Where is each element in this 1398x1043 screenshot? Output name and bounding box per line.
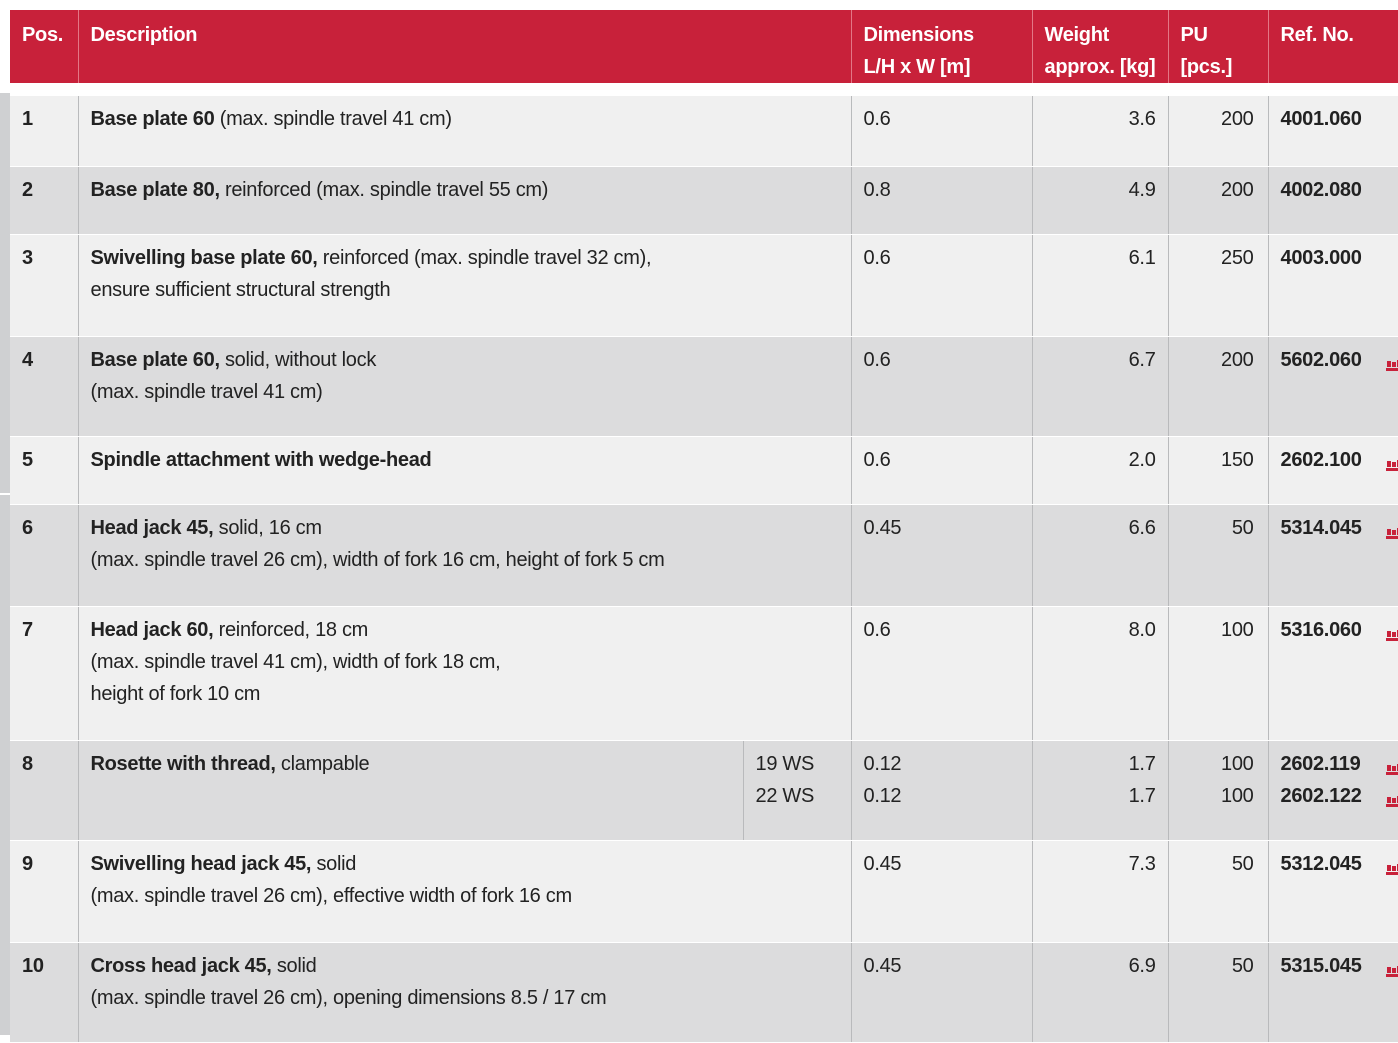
table-row (10, 96, 1398, 166)
pos-cell: 3 (10, 234, 78, 336)
description-line (91, 376, 839, 408)
item-name: Cross head jack 45, (90, 954, 272, 977)
weight-value: 1.7 (1128, 752, 1156, 775)
ref-cell (1268, 166, 1398, 234)
pos-cell: 7 (10, 606, 78, 740)
ref-number: 5602.060 (1280, 348, 1362, 371)
pallet-icon (1386, 620, 1398, 632)
pu-cell (1168, 740, 1268, 840)
dimension-cell: 0.8 (851, 166, 1032, 234)
description-line (91, 344, 839, 376)
item-name: Base plate 60, (90, 348, 220, 371)
pu-cell: 50 (1168, 504, 1268, 606)
description-cell (78, 740, 743, 840)
table-row (10, 436, 1398, 504)
pu-cell: 200 (1168, 96, 1268, 166)
ref-cell (1268, 96, 1398, 166)
weight-cell: 6.9 (1032, 942, 1168, 1042)
item-detail: height of fork 10 cm (90, 682, 261, 705)
ref-line (1281, 780, 1387, 812)
pos-cell: 8 (10, 740, 78, 840)
ref-number: 5314.045 (1280, 516, 1362, 539)
description-cell (78, 504, 851, 606)
pos-cell: 6 (10, 504, 78, 606)
item-detail: (max. spindle travel 26 cm), effective width of fork 16 cm (90, 884, 572, 907)
ref-number: 2602.119 (1280, 752, 1361, 775)
header-ref: Ref. No. (1268, 10, 1398, 83)
item-name: Rosette with thread, (90, 752, 276, 775)
pu-cell: 250 (1168, 234, 1268, 336)
header-weight-line1: Weight (1044, 24, 1110, 46)
description-line (91, 274, 839, 306)
table-row (10, 942, 1398, 1042)
description-line (91, 678, 839, 710)
ref-number: 5316.060 (1280, 618, 1362, 641)
header-dimensions-line1: Dimensions (863, 24, 974, 46)
description-cell (78, 840, 851, 942)
dimension-cell: 0.45 (851, 504, 1032, 606)
header-dimensions (851, 10, 1032, 83)
pu-cell: 200 (1168, 166, 1268, 234)
description-cell (78, 234, 851, 336)
header-dimensions-line2: L/H x W [m] (863, 56, 971, 78)
weight-cell: 4.9 (1032, 166, 1168, 234)
pu-cell: 100 (1168, 606, 1268, 740)
item-name: Swivelling head jack 45, (90, 852, 312, 875)
pu-cell: 50 (1168, 840, 1268, 942)
variant-cell (743, 740, 851, 840)
ref-cell (1268, 234, 1398, 336)
description-line (91, 848, 839, 880)
pallet-icon (1386, 518, 1398, 530)
description-line (91, 614, 839, 646)
dimension-cell: 0.6 (851, 606, 1032, 740)
pos-cell: 2 (10, 166, 78, 234)
ref-cell (1268, 942, 1398, 1042)
item-detail: (max. spindle travel 41 cm) (90, 380, 323, 403)
item-name: Base plate 80, (90, 178, 220, 201)
item-name: Head jack 60, (90, 618, 214, 641)
description-line (91, 950, 839, 982)
pos-cell: 5 (10, 436, 78, 504)
page-edge (0, 10, 10, 80)
item-detail: (max. spindle travel 26 cm), width of fork 16 cm, height of fork 5 cm (90, 548, 665, 571)
ref-cell (1268, 504, 1398, 606)
ref-number: 4002.080 (1280, 178, 1362, 201)
ref-cell (1268, 436, 1398, 504)
ref-number: 2602.122 (1280, 784, 1362, 807)
description-cell (78, 942, 851, 1042)
dimension-cell: 0.6 (851, 234, 1032, 336)
dimension-cell: 0.45 (851, 840, 1032, 942)
item-detail: reinforced (max. spindle travel 32 cm), (317, 246, 652, 269)
item-detail: solid, 16 cm (213, 516, 322, 539)
item-name: Base plate 60 (90, 108, 215, 130)
description-cell (78, 336, 851, 436)
dimension-cell: 0.6 (851, 96, 1032, 166)
description-line (91, 544, 839, 576)
ref-cell (1268, 840, 1398, 942)
pos-cell: 10 (10, 942, 78, 1042)
pallet-icon (1386, 956, 1398, 968)
header-pos: Pos. (10, 10, 78, 83)
ref-number: 5315.045 (1280, 954, 1362, 977)
pu-value: 100 (1221, 784, 1254, 807)
dimension-cell: 0.6 (851, 436, 1032, 504)
table-row (10, 166, 1398, 234)
item-detail: solid (311, 852, 357, 875)
description-line (91, 880, 839, 912)
weight-cell: 6.7 (1032, 336, 1168, 436)
dimension-value: 0.12 (863, 784, 902, 807)
ref-number: 5312.045 (1280, 852, 1362, 875)
ref-number: 4001.060 (1280, 108, 1362, 130)
item-name: Spindle attachment with wedge-head (90, 448, 432, 471)
pallet-icon (1386, 450, 1398, 462)
ref-number: 4003.000 (1280, 246, 1362, 269)
header-weight (1032, 10, 1168, 83)
description-line (91, 646, 839, 678)
weight-cell: 3.6 (1032, 96, 1168, 166)
header-pu-line1: PU (1180, 24, 1208, 46)
pallet-icon (1386, 754, 1398, 766)
page-edge (0, 93, 10, 493)
pos-cell: 1 (10, 96, 78, 166)
table-header-row (10, 10, 1398, 83)
item-detail: (max. spindle travel 41 cm) (214, 108, 452, 130)
ref-line (1281, 748, 1387, 780)
dimension-cell (851, 740, 1032, 840)
item-detail: solid, without lock (219, 348, 377, 371)
ref-number: 2602.100 (1280, 448, 1362, 471)
dimension-cell: 0.6 (851, 336, 1032, 436)
description-cell (78, 96, 851, 166)
dimension-cell: 0.45 (851, 942, 1032, 1042)
description-cell (78, 166, 851, 234)
item-detail: (max. spindle travel 26 cm), opening dimensions 8.5 / 17 cm (90, 986, 607, 1009)
weight-cell: 7.3 (1032, 840, 1168, 942)
description-line (91, 982, 839, 1014)
description-line (91, 512, 839, 544)
pos-cell: 9 (10, 840, 78, 942)
description-cell (78, 436, 851, 504)
weight-cell: 8.0 (1032, 606, 1168, 740)
table-row (10, 606, 1398, 740)
variant-label: 19 WS (755, 752, 815, 775)
ref-cell (1268, 740, 1398, 840)
header-weight-line2: approx. [kg] (1044, 56, 1156, 78)
item-detail: reinforced, 18 cm (213, 618, 369, 641)
pos-cell: 4 (10, 336, 78, 436)
header-pu-line2: [pcs.] (1180, 56, 1233, 78)
pallet-icon (1386, 350, 1398, 362)
ref-cell (1268, 336, 1398, 436)
description-line (91, 103, 839, 135)
page-edge (0, 495, 10, 1035)
description-cell (78, 606, 851, 740)
item-detail: clampable (275, 752, 370, 775)
pu-cell: 50 (1168, 942, 1268, 1042)
item-detail: ensure sufficient structural strength (90, 278, 391, 301)
weight-value: 1.7 (1128, 784, 1156, 807)
ref-cell (1268, 606, 1398, 740)
pu-cell: 150 (1168, 436, 1268, 504)
weight-cell (1032, 740, 1168, 840)
pu-cell: 200 (1168, 336, 1268, 436)
weight-cell: 6.1 (1032, 234, 1168, 336)
table-row (10, 840, 1398, 942)
weight-cell: 6.6 (1032, 504, 1168, 606)
item-name: Swivelling base plate 60, (90, 246, 318, 269)
table-row (10, 740, 1398, 840)
table-row (10, 336, 1398, 436)
pallet-icon (1386, 786, 1398, 798)
item-detail: reinforced (max. spindle travel 55 cm) (219, 178, 549, 201)
description-line (91, 444, 839, 476)
description-line (91, 748, 731, 780)
table-row (10, 504, 1398, 606)
product-table (10, 10, 1398, 1043)
item-detail: (max. spindle travel 41 cm), width of fork 18 cm, (90, 650, 501, 673)
item-detail: solid (271, 954, 317, 977)
pu-value: 100 (1221, 752, 1254, 775)
header-pu (1168, 10, 1268, 83)
variant-label: 22 WS (755, 784, 815, 807)
description-line (91, 174, 839, 206)
table-row (10, 234, 1398, 336)
weight-cell: 2.0 (1032, 436, 1168, 504)
description-line (91, 242, 839, 274)
dimension-value: 0.12 (863, 752, 902, 775)
item-name: Head jack 45, (90, 516, 214, 539)
pallet-icon (1386, 854, 1398, 866)
header-description: Description (78, 10, 851, 83)
